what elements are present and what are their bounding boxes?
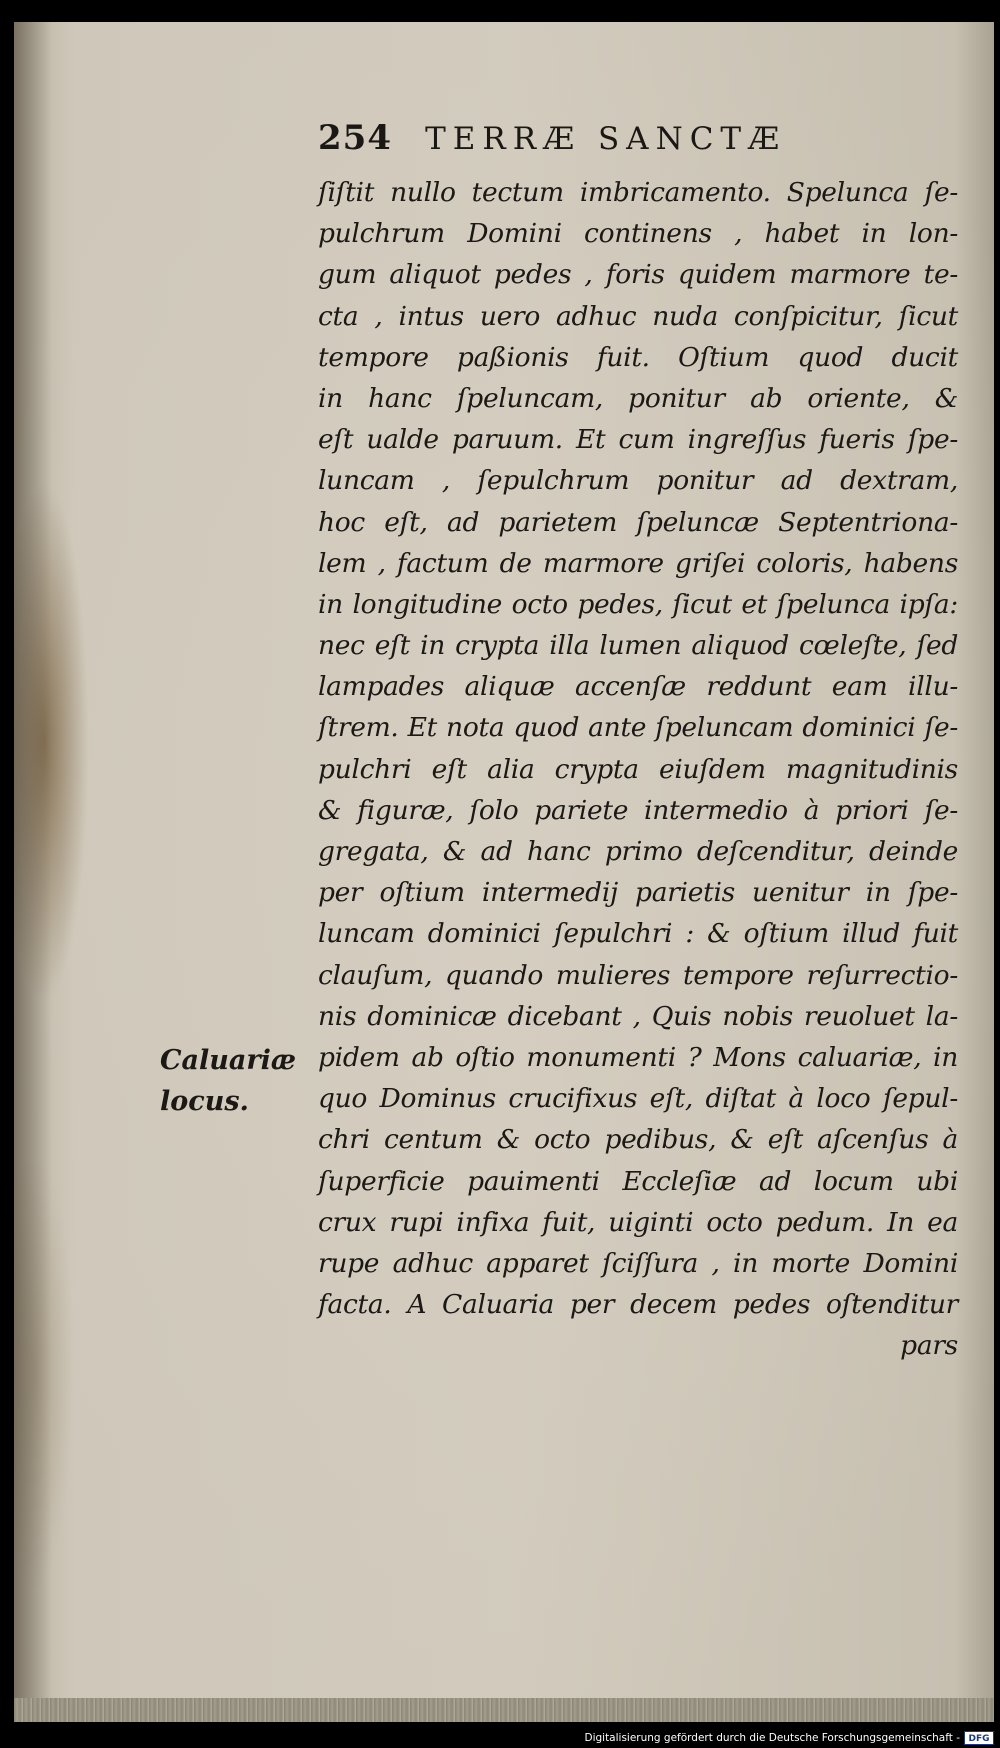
text-line: ſiſtit nullo tectum imbricamento. Spelunca ſe-	[318, 177, 958, 208]
text-line: eſt ualde paruum. Et cum ingreſſus fueris ſpe-	[318, 424, 958, 456]
text-line: in hanc ſpeluncam, ponitur ab oriente, &	[318, 382, 958, 414]
text-line: crux rupi infixa fuit, uiginti octo pedum. In ea	[318, 1206, 958, 1238]
text-line: & figuræ, ſolo pariete intermedio à priori ſe-	[318, 794, 958, 826]
text-line: pulchri eſt alia crypta eiuſdem magnitudinis	[318, 753, 958, 785]
text-line: in longitudine octo pedes, ſicut et ſpelunca ipſa:	[318, 588, 958, 620]
text-line: pidem ab oſtio monumenti ? Mons caluariæ, in	[318, 1041, 958, 1073]
text-line: gregata, & ad hanc primo deſcenditur, deinde	[318, 836, 958, 867]
dfg-logo-icon: DFG	[964, 1731, 994, 1745]
text-line: tempore paßionis fuit. Oſtium quod ducit	[318, 341, 958, 373]
body-text	[318, 172, 958, 1366]
text-line: per oſtium intermedij parietis uenitur in ſpe-	[318, 877, 958, 909]
marginal-note	[160, 1040, 310, 1122]
text-line: luncam , ſepulchrum ponitur ad dextram,	[318, 465, 958, 497]
text-line: ſuperficie pauimenti Eccleſiæ ad locum ubi	[318, 1165, 958, 1197]
text-line: ſtrem. Et nota quod ante ſpeluncam dominici ſe-	[318, 712, 958, 744]
text-line: lem , factum de marmore griſei coloris, habens	[318, 547, 958, 579]
text-line: quo Dominus crucifixus eſt, diſtat à loco ſepul-	[318, 1083, 958, 1115]
text-line: chri centum & octo pedibus, & eſt aſcenſus à	[318, 1124, 958, 1156]
running-title: TERRÆ SANCTÆ	[425, 121, 787, 157]
digitization-credit: Digitalisierung gefördert durch die Deutsche Forschungsgemeinschaft -	[584, 1732, 960, 1744]
text-line: cta , intus uero adhuc nuda conſpicitur, ſicut	[318, 300, 958, 332]
text-line: nis dominicæ dicebant , Quis nobis reuoluet la-	[318, 1000, 958, 1032]
running-head	[318, 118, 898, 168]
marginal-note-line: Caluariæ	[160, 1045, 297, 1076]
catchword: pars	[900, 1330, 958, 1362]
text-line: hoc eſt, ad parietem ſpeluncæ Septentriona-	[318, 506, 958, 538]
text-line: lampades aliquæ accenſæ reddunt eam illu-	[318, 671, 958, 703]
text-line: gum aliquot pedes , foris quidem marmore te-	[318, 259, 958, 291]
marginal-note-line: locus.	[160, 1086, 249, 1117]
text-line: clauſum, quando mulieres tempore reſurrectio-	[318, 959, 958, 991]
text-line: nec eſt in crypta illa lumen aliquod cœleſte, ſed	[318, 630, 958, 662]
gutter-shadow	[14, 22, 52, 1722]
text-line: facta. A Caluaria per decem pedes oſtenditur	[318, 1289, 958, 1321]
text-line: rupe adhuc apparet ſciſſura , in morte Domini	[318, 1247, 958, 1279]
page-number: 254	[318, 118, 392, 158]
text-line: pulchrum Domini continens , habet in lon-	[318, 218, 958, 250]
page-stack-edge	[14, 1698, 994, 1722]
text-line: luncam dominici ſepulchri : & oſtium illud fuit	[318, 918, 958, 950]
